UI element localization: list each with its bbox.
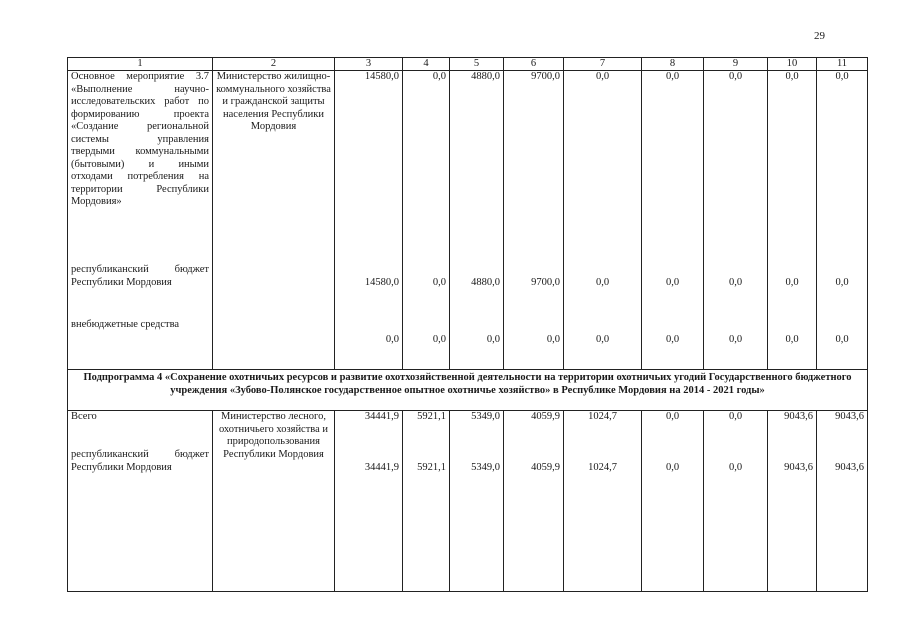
value-cell-col10 xyxy=(768,411,817,592)
value-cell-col5 xyxy=(450,71,504,370)
value-republic: 0,0 xyxy=(665,462,680,473)
page-number: 29 xyxy=(814,30,825,42)
activity-cell xyxy=(68,411,213,592)
value-offbudget: 0,0 xyxy=(665,334,680,345)
value-cell-col6 xyxy=(504,411,564,592)
value-republic: 9043,6 xyxy=(784,462,813,473)
header-cell: 9 xyxy=(704,58,768,71)
value-total: 0,0 xyxy=(785,71,799,82)
value-republic: 1024,7 xyxy=(588,462,617,473)
value-offbudget: 0,0 xyxy=(595,334,610,345)
value-cell-col4 xyxy=(403,71,450,370)
value-total: 0,0 xyxy=(595,71,610,82)
header-cell: 2 xyxy=(213,58,335,71)
value-total: 0,0 xyxy=(665,411,680,422)
value-republic: 0,0 xyxy=(595,277,610,288)
header-cell: 10 xyxy=(768,58,817,71)
value-republic: 5349,0 xyxy=(471,462,500,473)
value-republic: 0,0 xyxy=(432,277,446,288)
value-total: 9700,0 xyxy=(531,71,560,82)
value-total: 0,0 xyxy=(728,411,743,422)
total-label: Всего xyxy=(71,411,97,422)
value-republic: 0,0 xyxy=(728,462,743,473)
header-cell: 4 xyxy=(403,58,450,71)
value-cell-col9 xyxy=(704,411,768,592)
value-cell-col11 xyxy=(817,411,868,592)
header-cell: 6 xyxy=(504,58,564,71)
value-cell-col3 xyxy=(335,411,403,592)
header-cell: 7 xyxy=(564,58,642,71)
value-republic: 14580,0 xyxy=(364,277,399,288)
value-total: 9043,6 xyxy=(784,411,813,422)
header-row xyxy=(68,58,868,71)
header-cell: 3 xyxy=(335,58,403,71)
value-republic: 0,0 xyxy=(728,277,743,288)
subprogram-title: Подпрограмма 4 «Сохранение охотничьих ресурсов и развитие охотхозяйственной деятельности на территории охотничьих угодий Государственного бюджетного учреждения «Зубово-Полянское государственное опытное охотничье хозяйство» в Республике Мордовия на 2014 - 2021 годы» xyxy=(83,372,852,396)
value-total: 4059,9 xyxy=(531,411,560,422)
executor-cell xyxy=(213,411,335,592)
value-offbudget: 0,0 xyxy=(432,334,446,345)
value-republic: 9043,6 xyxy=(835,462,864,473)
value-republic: 4880,0 xyxy=(471,277,500,288)
value-cell-col7 xyxy=(564,71,642,370)
subprogram-cell xyxy=(68,370,868,411)
value-offbudget: 0,0 xyxy=(546,334,560,345)
executor-cell xyxy=(213,71,335,370)
value-total: 5349,0 xyxy=(471,411,500,422)
funding-source-label: республиканский бюджет Республики Мордовия xyxy=(71,264,209,288)
value-republic: 4059,9 xyxy=(531,462,560,473)
value-cell-col6 xyxy=(504,71,564,370)
activity-name: Основное мероприятие 3.7 «Выполнение научно-исследовательских работ по формированию проекта «Создание региональной системы управления твердыми коммунальными (бытовыми) и иными отходами потребления на территории Республики Мордовия» xyxy=(71,71,209,207)
value-total: 0,0 xyxy=(835,71,849,82)
subprogram-row xyxy=(68,370,868,411)
value-republic: 0,0 xyxy=(785,277,799,288)
value-cell-col10 xyxy=(768,71,817,370)
header-cell: 5 xyxy=(450,58,504,71)
value-total: 4880,0 xyxy=(471,71,500,82)
header-cell: 11 xyxy=(817,58,868,71)
header-cell: 1 xyxy=(68,58,213,71)
value-republic: 5921,1 xyxy=(417,462,446,473)
activity-cell xyxy=(68,71,213,370)
value-cell-col8 xyxy=(642,71,704,370)
value-offbudget: 0,0 xyxy=(385,334,399,345)
value-total: 34441,9 xyxy=(364,411,399,422)
value-offbudget: 0,0 xyxy=(785,334,799,345)
value-total: 1024,7 xyxy=(588,411,617,422)
value-republic: 34441,9 xyxy=(364,462,399,473)
executor-name: Министерство лесного, охотничьего хозяйства и природопользования Республики Мордовия xyxy=(218,411,329,460)
value-offbudget: 0,0 xyxy=(486,334,500,345)
executor-name: Министерство жилищно-коммунального хозяйства и гражданской защиты населения Республики Мордовия xyxy=(216,71,331,132)
value-cell-col7 xyxy=(564,411,642,592)
value-total: 9043,6 xyxy=(835,411,864,422)
table-row-activity-3-7 xyxy=(68,71,868,370)
value-total: 0,0 xyxy=(665,71,680,82)
value-offbudget: 0,0 xyxy=(728,334,743,345)
value-total: 0,0 xyxy=(432,71,446,82)
value-cell-col11 xyxy=(817,71,868,370)
budget-table xyxy=(67,57,868,592)
value-offbudget: 0,0 xyxy=(835,334,849,345)
value-republic: 0,0 xyxy=(665,277,680,288)
value-total: 14580,0 xyxy=(364,71,399,82)
value-total: 0,0 xyxy=(728,71,743,82)
funding-source-label: внебюджетные средства xyxy=(71,319,180,330)
table-row-subprogram-4 xyxy=(68,411,868,592)
funding-source-label: республиканский бюджет Республики Мордовия xyxy=(71,449,209,473)
value-cell-col4 xyxy=(403,411,450,592)
value-total: 5921,1 xyxy=(417,411,446,422)
header-cell: 8 xyxy=(642,58,704,71)
value-republic: 0,0 xyxy=(835,277,849,288)
value-cell-col8 xyxy=(642,411,704,592)
value-cell-col3 xyxy=(335,71,403,370)
value-cell-col9 xyxy=(704,71,768,370)
value-republic: 9700,0 xyxy=(531,277,560,288)
value-cell-col5 xyxy=(450,411,504,592)
